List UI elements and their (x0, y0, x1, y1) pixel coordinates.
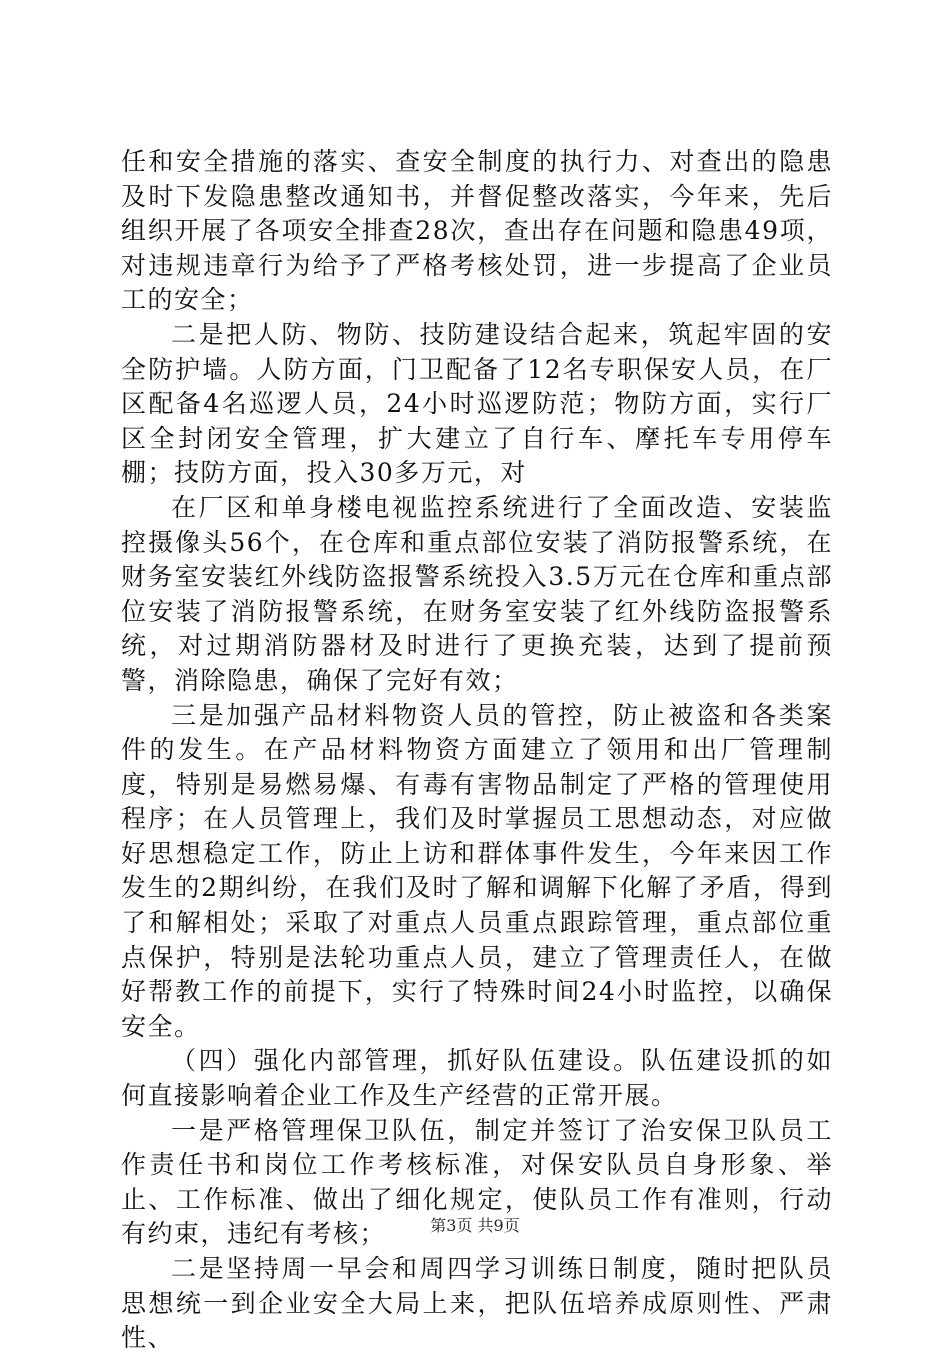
paragraph-1: 任和安全措施的落实、查安全制度的执行力、对查出的隐患及时下发隐患整改通知书，并督促整改落实，今年来，先后组织开展了各项安全排查28次，查出存在问题和隐患49项，对违规违章行为给予了严格考核处罚，进一步提高了企业员工的安全； (121, 147, 833, 315)
document-body (121, 145, 833, 1356)
paragraph-4: 三是加强产品材料物资人员的管控，防止被盗和各类案件的发生。在产品材料物资方面建立了领用和出厂管理制度，特别是易燃易爆、有毒有害物品制定了严格的管理使用程序；在人员管理上，我们及时掌握员工思想动态，对应做好思想稳定工作，防止上访和群体事件发生，今年来因工作发生的2期纠纷，在我们及时了解和调解下化解了矛盾，得到了和解相处；采取了对重点人员重点跟踪管理，重点部位重点保护，特别是法轮功重点人员，建立了管理责任人，在做好帮教工作的前提下，实行了特殊时间24小时监控，以确保安全。 (121, 700, 833, 1041)
page-number-footer: 第3页 共9页 (430, 1216, 520, 1235)
paragraph-6: 一是严格管理保卫队伍，制定并签订了治安保卫队员工作责任书和岗位工作考核标准，对保安队员自身形象、举止、工作标准、做出了细化规定，使队员工作有准则，行动有约束，违纪有考核； (121, 1115, 833, 1249)
paragraph-3: 在厂区和单身楼电视监控系统进行了全面改造、安装监控摄像头56个，在仓库和重点部位安装了消防报警系统，在财务室安装红外线防盗报警系统投入3.5万元在仓库和重点部位安装了消防报警系统，在财务室安装了红外线防盗报警系统，对过期消防器材及时进行了更换充装，达到了提前预警，消除隐患，确保了完好有效； (121, 492, 833, 695)
paragraph-5: （四）强化内部管理，抓好队伍建设。队伍建设抓的如何直接影响着企业工作及生产经营的正常开展。 (121, 1046, 833, 1111)
paragraph-2: 二是把人防、物防、技防建设结合起来，筑起牢固的安全防护墙。人防方面，门卫配备了12名专职保安人员，在厂区配备4名巡逻人员，24小时巡逻防范；物防方面，实行厂区全封闭安全管理，扩大建立了自行车、摩托车专用停车棚；技防方面，投入30多万元，对 (121, 319, 833, 488)
paragraph-7: 二是坚持周一早会和周四学习训练日制度，随时把队员思想统一到企业安全大局上来，把队伍培养成原则性、严肃性、 (121, 1254, 833, 1353)
